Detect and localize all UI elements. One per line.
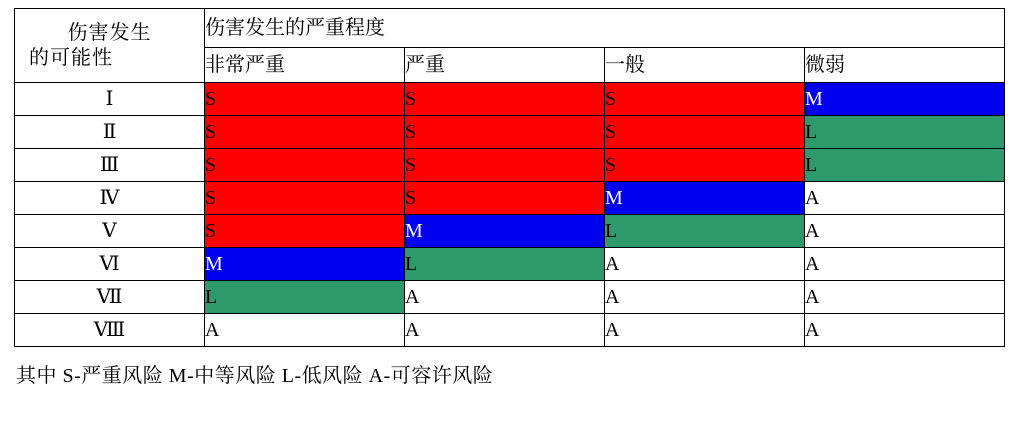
header-row-top [15, 9, 1005, 48]
risk-cell: M [605, 182, 805, 215]
severity-column-3: 微弱 [805, 48, 1005, 83]
risk-cell: M [405, 215, 605, 248]
risk-cell: S [405, 182, 605, 215]
row-probability-label: Ⅲ [15, 149, 205, 182]
row-probability-label: Ⅰ [15, 83, 205, 116]
risk-cell: A [405, 314, 605, 347]
risk-matrix-page [0, 8, 1036, 436]
risk-cell: S [405, 149, 605, 182]
table-row [15, 182, 1005, 215]
severity-header-title: 伤害发生的严重程度 [205, 9, 1005, 48]
table-row [15, 116, 1005, 149]
probability-header-line2: 的可能性 [29, 46, 113, 69]
risk-cell: S [205, 149, 405, 182]
risk-cell: M [205, 248, 405, 281]
risk-cell: A [805, 248, 1005, 281]
legend-text: 其中 S-严重风险 M-中等风险 L-低风险 A-可容许风险 [16, 365, 494, 387]
table-row [15, 149, 1005, 182]
table-row [15, 248, 1005, 281]
risk-cell: A [805, 314, 1005, 347]
risk-cell: S [205, 116, 405, 149]
table-body [15, 9, 1005, 347]
risk-cell: S [605, 83, 805, 116]
risk-cell: A [805, 215, 1005, 248]
risk-cell: A [605, 314, 805, 347]
severity-column-2: 一般 [605, 48, 805, 83]
severity-column-0: 非常严重 [205, 48, 405, 83]
table-row [15, 281, 1005, 314]
table-row [15, 215, 1005, 248]
risk-cell: A [805, 281, 1005, 314]
severity-column-1: 严重 [405, 48, 605, 83]
risk-cell: A [205, 314, 405, 347]
risk-cell: S [205, 182, 405, 215]
risk-cell: S [605, 116, 805, 149]
risk-cell: L [405, 248, 605, 281]
risk-cell: S [205, 215, 405, 248]
risk-cell: L [205, 281, 405, 314]
risk-cell: M [805, 83, 1005, 116]
risk-matrix-table [14, 8, 1005, 347]
table-row [15, 83, 1005, 116]
probability-header [15, 9, 205, 83]
risk-cell: A [805, 182, 1005, 215]
row-probability-label: Ⅷ [15, 314, 205, 347]
row-probability-label: Ⅵ [15, 248, 205, 281]
row-probability-label: Ⅴ [15, 215, 205, 248]
risk-cell: S [605, 149, 805, 182]
risk-cell: A [605, 248, 805, 281]
risk-cell: A [605, 281, 805, 314]
row-probability-label: Ⅳ [15, 182, 205, 215]
row-probability-label: Ⅶ [15, 281, 205, 314]
risk-cell: S [205, 83, 405, 116]
risk-cell: L [805, 116, 1005, 149]
risk-cell: A [405, 281, 605, 314]
risk-cell: L [605, 215, 805, 248]
risk-cell: S [405, 116, 605, 149]
risk-cell: L [805, 149, 1005, 182]
row-probability-label: Ⅱ [15, 116, 205, 149]
table-row [15, 314, 1005, 347]
risk-cell: S [405, 83, 605, 116]
probability-header-line1: 伤害发生 [67, 21, 152, 44]
